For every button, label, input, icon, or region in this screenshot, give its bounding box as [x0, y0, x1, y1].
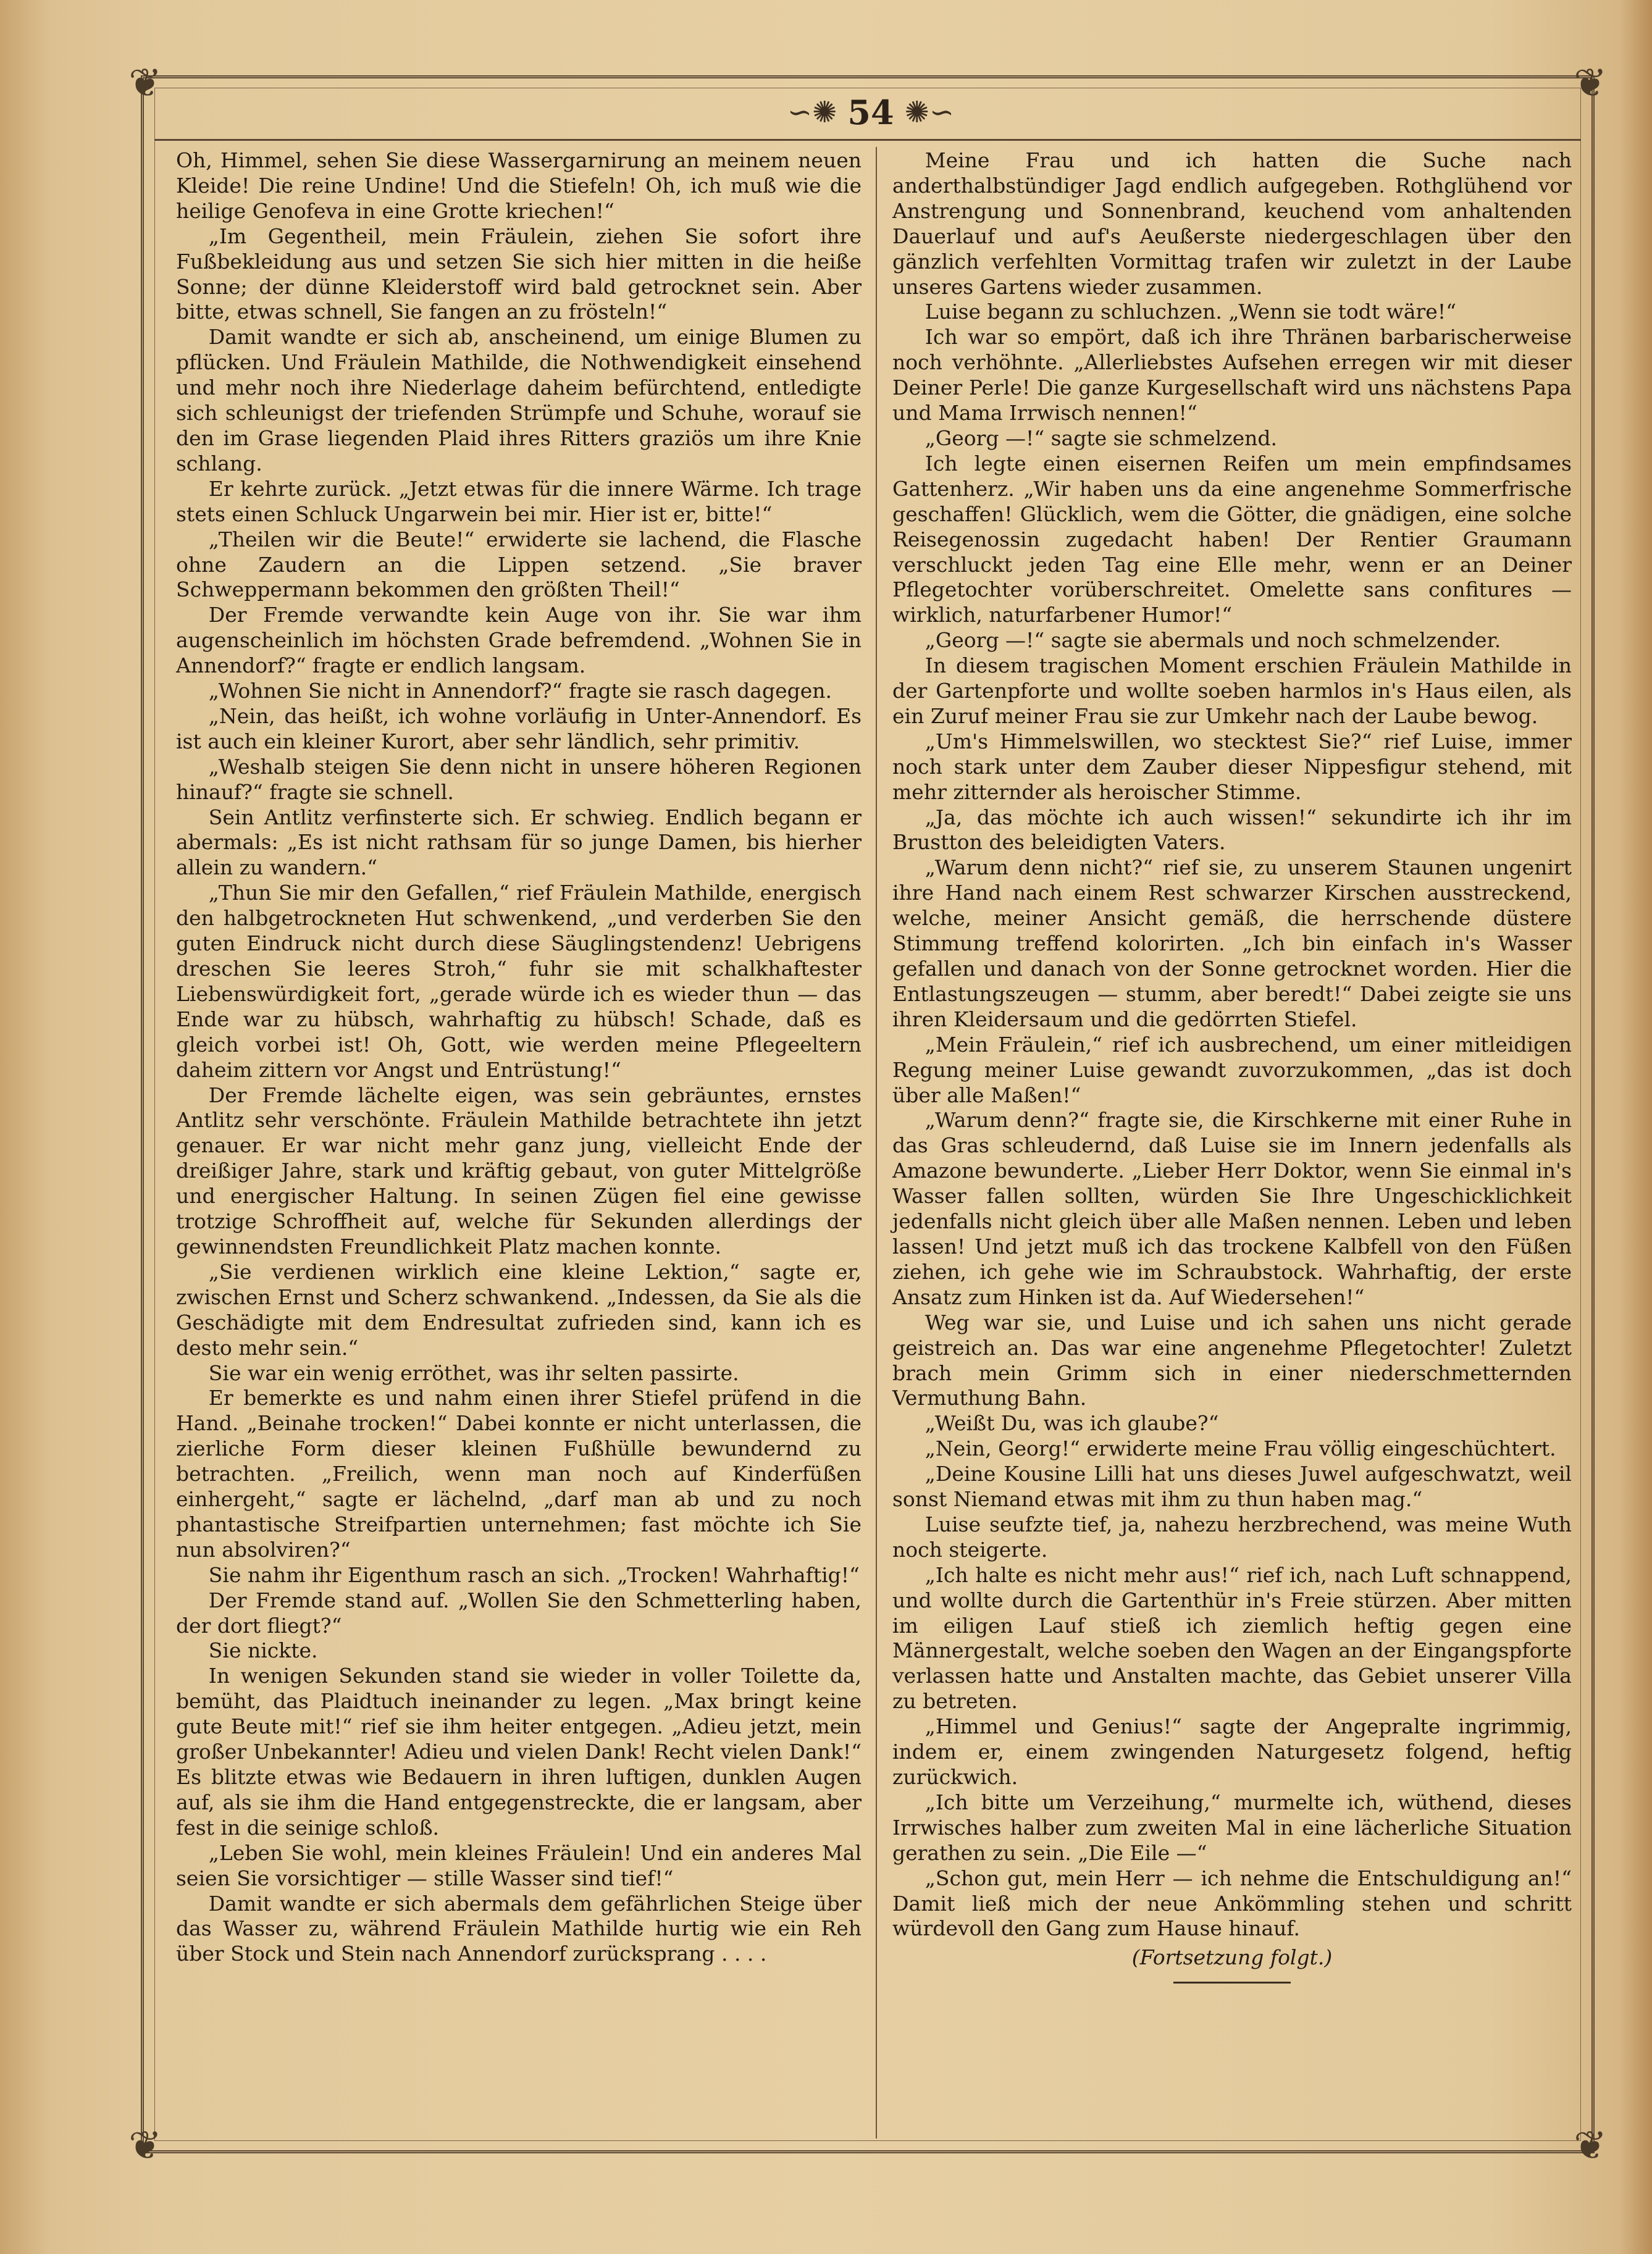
- paragraph: Der Fremde stand auf. „Wollen Sie den Schmetterling haben, der dort fliegt?“: [176, 1588, 862, 1638]
- paragraph: Der Fremde lächelte eigen, was sein gebräuntes, ernstes Antlitz sehr verschönte. Fräulein Mathilde betrachtete ihn jetzt genauer. Er war nicht mehr ganz jung, vielleicht Ende der dreißiger Jahre, stark und kräftig gebaut, von guter Mittelgröße und energischer Haltung. In seinen Zügen fiel eine gewisse trotzige Schroffheit auf, welche für Sekunden allerdings der gewinnendsten Freundlichkeit Platz machen konnte.: [176, 1083, 862, 1259]
- header-ornament-right: ✺∽: [904, 95, 955, 130]
- paragraph: „Ich bitte um Verzeihung,“ murmelte ich, wüthend, dieses Irrwisches halber zum zweiten Mal in eine lächerliche Situation gerathen zu sein. „Die Eile —“: [892, 1790, 1572, 1865]
- paragraph: Sie war ein wenig erröthet, was ihr selten passirte.: [208, 1360, 739, 1385]
- paragraph: „Schon gut, mein Herr — ich nehme die Entschuldigung an!“ Damit ließ mich der neue Ankömmling stehen und schritt würdevoll den Gang zum Hause hinauf.: [892, 1866, 1572, 1941]
- paragraph: Luise begann zu schluchzen. „Wenn sie todt wäre!“: [925, 300, 1456, 324]
- paragraph: In diesem tragischen Moment erschien Fräulein Mathilde in der Gartenpforte und wollte soeben harmlos in's Haus eilen, als ein Zuruf meiner Frau sie zur Umkehr nach der Laube bewog.: [892, 653, 1572, 728]
- paragraph: „Im Gegentheil, mein Fräulein, ziehen Sie sofort ihre Fußbekleidung aus und setzen Sie sich hier mitten in die heiße Sonne; der dünne Kleiderstoff wird bald getrocknet sein. Aber bitte, etwas schnell, Sie fangen an zu frösteln!“: [176, 224, 862, 324]
- paragraph: Er bemerkte es und nahm einen ihrer Stiefel prüfend in die Hand. „Beinahe trocken!“ Dabei konnte er nicht unterlassen, die zierliche Form dieser kleinen Fußhülle bewundernd zu betrachten. „Freilich, wenn man noch auf Kinderfüßen einhergeht,“ sagte er lächelnd, „darf man ab und zu noch phantastische Streifpartien unternehmen; fast möchte ich Sie nun absolviren?“: [176, 1386, 862, 1562]
- header-ornament-left: ∽✺: [787, 95, 837, 130]
- paragraph: „Ja, das möchte ich auch wissen!“ sekundirte ich ihr im Brustton des beleidigten Vaters.: [892, 805, 1572, 855]
- continuation-note: (Fortsetzung folgt.): [1131, 1945, 1333, 1970]
- paragraph: Damit wandte er sich ab, anscheinend, um einige Blumen zu pflücken. Und Fräulein Mathilde, die Nothwendigkeit einsehend und mehr noch ihre Niederlage daheim befürchtend, entledigte sich schleunigst der triefenden Strümpfe und Schuhe, worauf sie den im Grase liegenden Plaid ihres Ritters graziös um ihre Knie schlang.: [176, 325, 862, 476]
- paragraph: Luise seufzte tief, ja, nahezu herzbrechend, was meine Wuth noch steigerte.: [892, 1512, 1572, 1562]
- paragraph: „Georg —!“ sagte sie abermals und noch schmelzender.: [925, 628, 1501, 653]
- paragraph: Damit wandte er sich abermals dem gefährlichen Steige über das Wasser zu, während Fräulein Mathilde hurtig wie ein Reh über Stock und Stein nach Annendorf zurücksprang . . . .: [176, 1891, 862, 1966]
- paragraph: Weg war sie, und Luise und ich sahen uns nicht gerade geistreich an. Das war eine angenehme Pflegetochter! Zuletzt brach mein Grimm sich in einer niederschmetternden Vermuthung Bahn.: [892, 1310, 1572, 1410]
- paragraph: „Warum denn nicht?“ rief sie, zu unserem Staunen ungenirt ihre Hand nach einem Rest schwarzer Kirschen ausstreckend, welche, meiner Ansicht gemäß, die herrschende düstere Stimmung treffend kolorirten. „Ich bin einfach in's Wasser gefallen und danach von der Sonne getrocknet worden. Hier die Entlastungszeugen — stumm, aber beredt!“ Dabei zeigte sie uns ihren Kleidersaum und die gedörrten Stiefel.: [892, 855, 1572, 1031]
- corner-ornament-top-left: ❦: [128, 61, 162, 106]
- paragraph: „Himmel und Genius!“ sagte der Angepralte ingrimmig, indem er, einem zwingenden Naturgesetz folgend, heftig zurückwich.: [892, 1714, 1572, 1789]
- paragraph: Meine Frau und ich hatten die Suche nach anderthalbstündiger Jagd endlich aufgegeben. Rothglühend vor Anstrengung und Sonnenbrand, keuchend vom anhaltenden Dauerlauf und auf's Aeußerste niedergeschlagen über den gänzlich verfehlten Vormittag trafen wir zuletzt in der Laube unseres Gartens wieder zusammen.: [892, 148, 1572, 299]
- paragraph: Sie nickte.: [208, 1638, 318, 1663]
- paragraph: „Weißt Du, was ich glaube?“: [925, 1411, 1219, 1436]
- paragraph: In wenigen Sekunden stand sie wieder in voller Toilette da, bemüht, das Plaidtuch ineinander zu legen. „Max bringt keine gute Beute mit!“ rief sie ihm heiter entgegen. „Adieu jetzt, mein großer Unbekannter! Adieu und vielen Dank! Recht vielen Dank!“ Es blitzte etwas wie Bedauern in ihren luftigen, dunklen Augen auf, als sie ihm die Hand entgegenstreckte, die er langsam, aber fest in die seinige schloß.: [176, 1664, 862, 1840]
- paragraph: „Wohnen Sie nicht in Annendorf?“ fragte sie rasch dagegen.: [208, 679, 832, 703]
- paragraph: „Theilen wir die Beute!“ erwiderte sie lachend, die Flasche ohne Zaudern an die Lippen setzend. „Sie braver Schweppermann bekommen den größten Theil!“: [176, 527, 862, 602]
- paragraph: „Mein Fräulein,“ rief ich ausbrechend, um einer mitleidigen Regung meiner Luise gewandt zuvorzukommen, „das ist doch über alle Maßen!“: [892, 1032, 1572, 1107]
- paragraph: „Sie verdienen wirklich eine kleine Lektion,“ sagte er, zwischen Ernst und Scherz schwankend. „Indessen, da Sie als die Geschädigte mit dem Endresultat zufrieden sind, kann ich es desto mehr sein.“: [176, 1259, 862, 1360]
- paragraph: Ich war so empört, daß ich ihre Thränen barbarischerweise noch verhöhnte. „Allerliebstes Aufsehen erregen wir mit dieser Deiner Perle! Die ganze Kurgesellschaft wird uns nächstens Papa und Mama Irrwisch nennen!“: [892, 325, 1572, 425]
- page-number: 54: [847, 93, 894, 132]
- paragraph: „Um's Himmelswillen, wo stecktest Sie?“ rief Luise, immer noch stark unter dem Zauber dieser Nippesfigur stehend, mit mehr zitternder als heroischer Stimme.: [892, 729, 1572, 804]
- right-column: [892, 148, 1572, 1984]
- corner-ornament-bottom-left: ❦: [128, 2123, 162, 2169]
- paragraph: „Weshalb steigen Sie denn nicht in unsere höheren Regionen hinauf?“ fragte sie schnell.: [176, 754, 862, 804]
- paragraph: „Leben Sie wohl, mein kleines Fräulein! Und ein anderes Mal seien Sie vorsichtiger — stille Wasser sind tief!“: [176, 1840, 862, 1890]
- paragraph: „Deine Kousine Lilli hat uns dieses Juwel aufgeschwatzt, weil sonst Niemand etwas mit ihm zu thun haben mag.“: [892, 1462, 1572, 1512]
- left-column: [176, 148, 862, 1967]
- paragraph: „Warum denn?“ fragte sie, die Kirschkerne mit einer Ruhe in das Gras schleudernd, daß Luise sie im Innern jedenfalls als Amazone bewunderte. „Lieber Herr Doktor, wenn Sie einmal in's Wasser fallen sollten, würden Sie Ihre Ungeschicklichkeit jedenfalls nicht gleich über alle Maßen nennen. Leben und leben lassen! Und jetzt muß ich das trockene Kalbfell von den Füßen ziehen, ich gehe wie im Schraubstock. Wahrhaftig, der erste Ansatz zum Hinken ist da. Auf Wiedersehen!“: [892, 1108, 1572, 1309]
- end-rule: [1173, 1982, 1291, 1984]
- paragraph: Er kehrte zurück. „Jetzt etwas für die innere Wärme. Ich trage stets einen Schluck Ungarwein bei mir. Hier ist er, bitte!“: [176, 476, 862, 526]
- column-separator: [876, 147, 877, 2139]
- page-header: [716, 93, 1025, 142]
- corner-ornament-top-right: ❦: [1574, 61, 1607, 106]
- header-rule: [154, 139, 1581, 141]
- paragraph: „Thun Sie mir den Gefallen,“ rief Fräulein Mathilde, energisch den halbgetrockneten Hut schwenkend, „und verderben Sie den guten Eindruck nicht durch diese Säuglingstendenz! Uebrigens dreschen Sie leeres Stroh,“ fuhr sie mit schalkhaftester Liebenswürdigkeit fort, „gerade würde ich es wieder thun — das Ende war zu hübsch, wahrhaftig zu hübsch! Schade, daß es gleich vorbei ist! Oh, Gott, wie werden meine Pflegeeltern daheim zittern vor Angst und Entrüstung!“: [176, 881, 862, 1082]
- paragraph: Oh, Himmel, sehen Sie diese Wassergarnirung an meinem neuen Kleide! Die reine Undine! Und die Stiefeln! Oh, ich muß wie die heilige Genofeva in eine Grotte kriechen!“: [176, 148, 862, 223]
- paragraph: „Ich halte es nicht mehr aus!“ rief ich, nach Luft schnappend, und wollte durch die Gartenthür in's Freie stürzen. Aber mitten im eiligen Lauf stieß ich ziemlich heftig gegen eine Männergestalt, welche soeben den Wagen an der Eingangspforte verlassen hatte und Anstalten machte, das Gebiet unserer Villa zu betreten.: [892, 1562, 1572, 1714]
- paragraph: Sein Antlitz verfinsterte sich. Er schwieg. Endlich begann er abermals: „Es ist nicht rathsam für so junge Damen, bis hierher allein zu wandern.“: [176, 805, 862, 880]
- paragraph: „Georg —!“ sagte sie schmelzend.: [925, 425, 1278, 450]
- paragraph: Sie nahm ihr Eigenthum rasch an sich. „Trocken! Wahrhaftig!“: [208, 1562, 860, 1587]
- corner-ornament-bottom-right: ❦: [1574, 2123, 1607, 2169]
- paragraph: „Nein, das heißt, ich wohne vorläufig in Unter-Annendorf. Es ist auch ein kleiner Kurort, aber sehr ländlich, sehr primitiv.: [176, 703, 862, 753]
- paragraph: „Nein, Georg!“ erwiderte meine Frau völlig eingeschüchtert.: [925, 1436, 1556, 1461]
- paragraph: Der Fremde verwandte kein Auge von ihr. Sie war ihm augenscheinlich im höchsten Grade befremdend. „Wohnen Sie in Annendorf?“ fragte er endlich langsam.: [176, 603, 862, 678]
- paragraph: Ich legte einen eisernen Reifen um mein empfindsames Gattenherz. „Wir haben uns da eine angenehme Sommerfrische geschaffen! Glücklich, wem die Götter, die gnädigen, eine solche Reisegenossin zugedacht haben! Der Rentier Graumann verschluckt jeden Tag eine Elle mehr, wenn er an Deiner Pflegetochter vorüberschreitet. Omelette sans confitures — wirklich, naturfarbener Humor!“: [892, 451, 1572, 627]
